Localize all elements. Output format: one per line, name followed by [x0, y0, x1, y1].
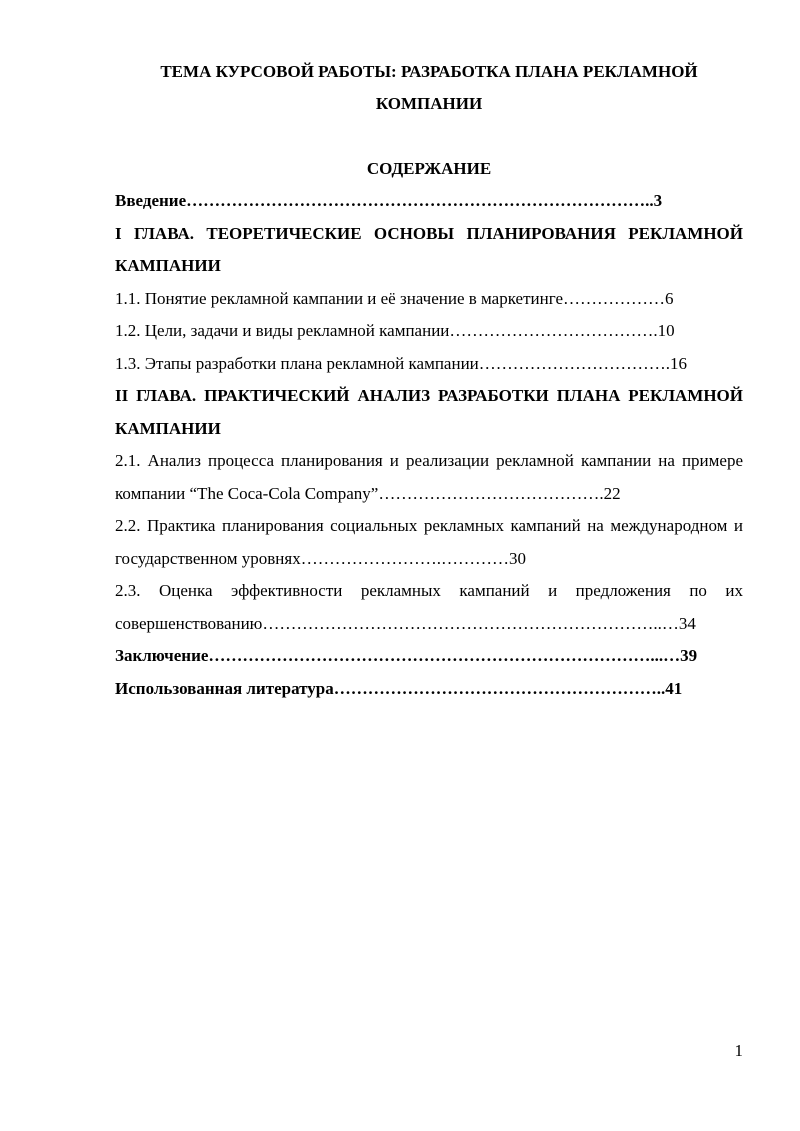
toc-entry-bibliography: Использованная литература…………………………………………………..41: [115, 678, 683, 698]
toc-entry-chapter-1: I ГЛАВА. ТЕОРЕТИЧЕСКИЕ ОСНОВЫ ПЛАНИРОВАНИЯ РЕКЛАМНОЙ КАМПАНИИ: [115, 223, 743, 275]
toc-entry-conclusion: Заключение……………………………………………………………………...…39: [115, 646, 698, 665]
document-title: ТЕМА КУРСОВОЙ РАБОТЫ: РАЗРАБОТКА ПЛАНА РЕКЛАМНОЙ КОМПАНИИ: [160, 62, 698, 113]
toc-entry-chapter-2: II ГЛАВА. ПРАКТИЧЕСКИЙ АНАЛИЗ РАЗРАБОТКИ ПЛАНА РЕКЛАМНОЙ КАМПАНИИ: [115, 386, 743, 438]
toc-entry-1-3: 1.3. Этапы разработки плана рекламной кампании…………………………….16: [115, 353, 688, 373]
toc-entry-1-2: 1.2. Цели, задачи и виды рекламной кампании……………………………….10: [115, 321, 675, 340]
toc-entry-1-1: 1.1. Понятие рекламной кампании и её значение в маркетинге………………6: [115, 288, 674, 308]
toc-heading: СОДЕРЖАНИЕ: [366, 159, 492, 178]
toc-entry-2-1: 2.1. Анализ процесса планирования и реализации рекламной кампании на примере компании “The Coca-Cola Company”………………………………….22: [115, 451, 743, 503]
toc-entry-introduction: Введение………………………………………………………………………..3: [115, 191, 663, 210]
toc-entry-2-2: 2.2. Практика планирования социальных рекламных кампаний на международном и государственном уровнях…………………….…………30: [115, 516, 743, 568]
page-number: 1: [734, 1041, 743, 1060]
table-of-contents: [115, 185, 743, 705]
toc-entry-2-3: 2.3. Оценка эффективности рекламных кампаний и предложения по их совершенствованию……………………………………………………………..…34: [115, 581, 743, 633]
